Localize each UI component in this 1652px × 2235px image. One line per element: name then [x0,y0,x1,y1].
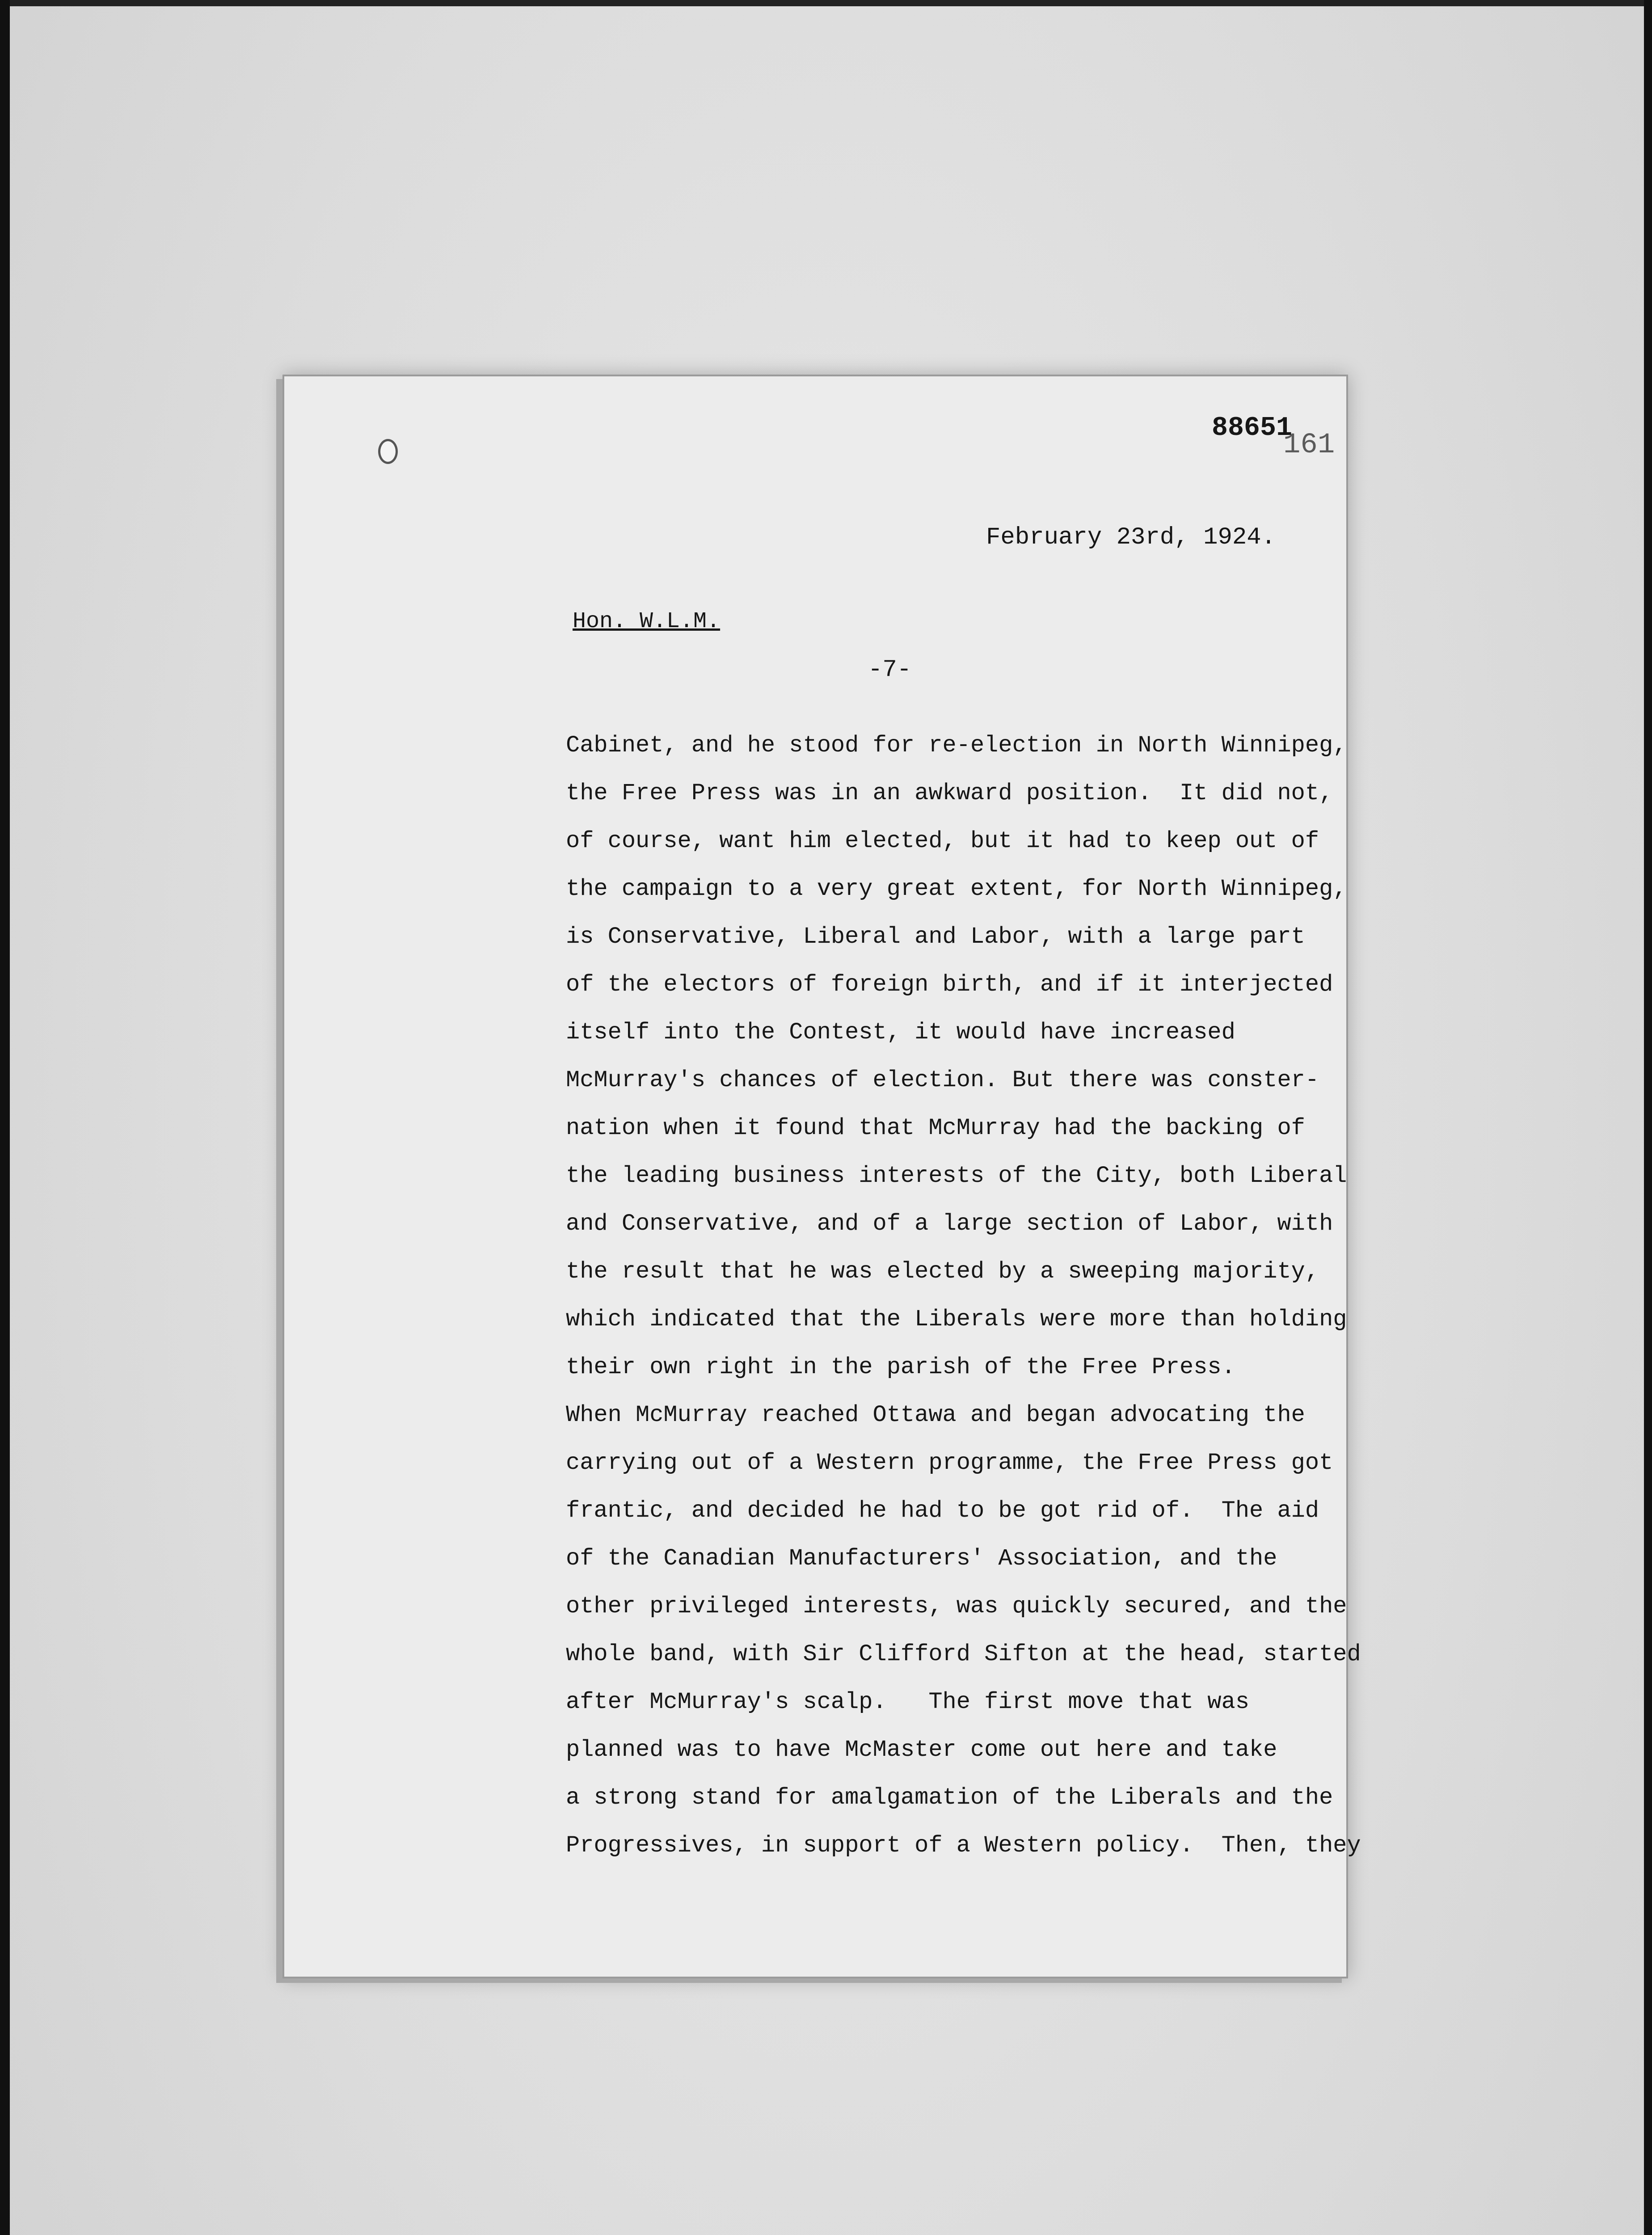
body-line: a strong stand for amalgamation of the Liberals and the [566,1784,1333,1811]
film-edge-right [1644,0,1652,2235]
body-line: planned was to have McMaster come out here and take [566,1737,1277,1763]
body-line: When McMurray reached Ottawa and began advocating the [566,1402,1305,1428]
body-line: the Free Press was in an awkward position. It did not, [566,780,1333,806]
body-line: the leading business interests of the City, both Liberal [566,1163,1347,1189]
document-number: 88651 [1212,413,1293,443]
letter-page [282,375,1361,1978]
body-line: after McMurray's scalp. The first move that was [566,1689,1250,1715]
body-line: the result that he was elected by a sweeping majority, [566,1258,1319,1285]
body-line: itself into the Contest, it would have increased [566,1019,1235,1046]
body-line: is Conservative, Liberal and Labor, with a large part [566,924,1305,950]
body-line: whole band, with Sir Clifford Sifton at the head, started [566,1641,1361,1667]
body-line: and Conservative, and of a large section of Labor, with [566,1210,1333,1237]
body-line: their own right in the parish of the Free Press. [566,1354,1235,1380]
body-line: McMurray's chances of election. But there was conster- [566,1067,1319,1093]
body-line: nation when it found that McMurray had the backing of [566,1115,1305,1141]
body-line: of course, want him elected, but it had to keep out of [566,828,1319,854]
body-line: Progressives, in support of a Western policy. Then, they [566,1832,1361,1859]
body-line: the campaign to a very great extent, for North Winnipeg, [566,876,1347,902]
punch-hole-icon [378,439,398,464]
body-line: of the electors of foreign birth, and if it interjected [566,971,1333,998]
body-line: which indicated that the Liberals were more than holding [566,1306,1347,1333]
body-line: other privileged interests, was quickly secured, and the [566,1593,1347,1619]
body-line: Cabinet, and he stood for re-election in North Winnipeg, [566,732,1347,759]
letter-recipient: Hon. W.L.M. [573,609,721,634]
page-marker: -7- [868,656,912,683]
body-line: carrying out of a Western programme, the Free Press got [566,1450,1333,1476]
body-line: frantic, and decided he had to be got rid of. The aid [566,1497,1319,1524]
letter-date: February 23rd, 1924. [986,524,1276,551]
film-edge-left [0,0,10,2235]
page-number: 161 [1283,429,1335,461]
film-edge-top [0,0,1652,6]
body-line: of the Canadian Manufacturers' Association, and the [566,1545,1277,1572]
